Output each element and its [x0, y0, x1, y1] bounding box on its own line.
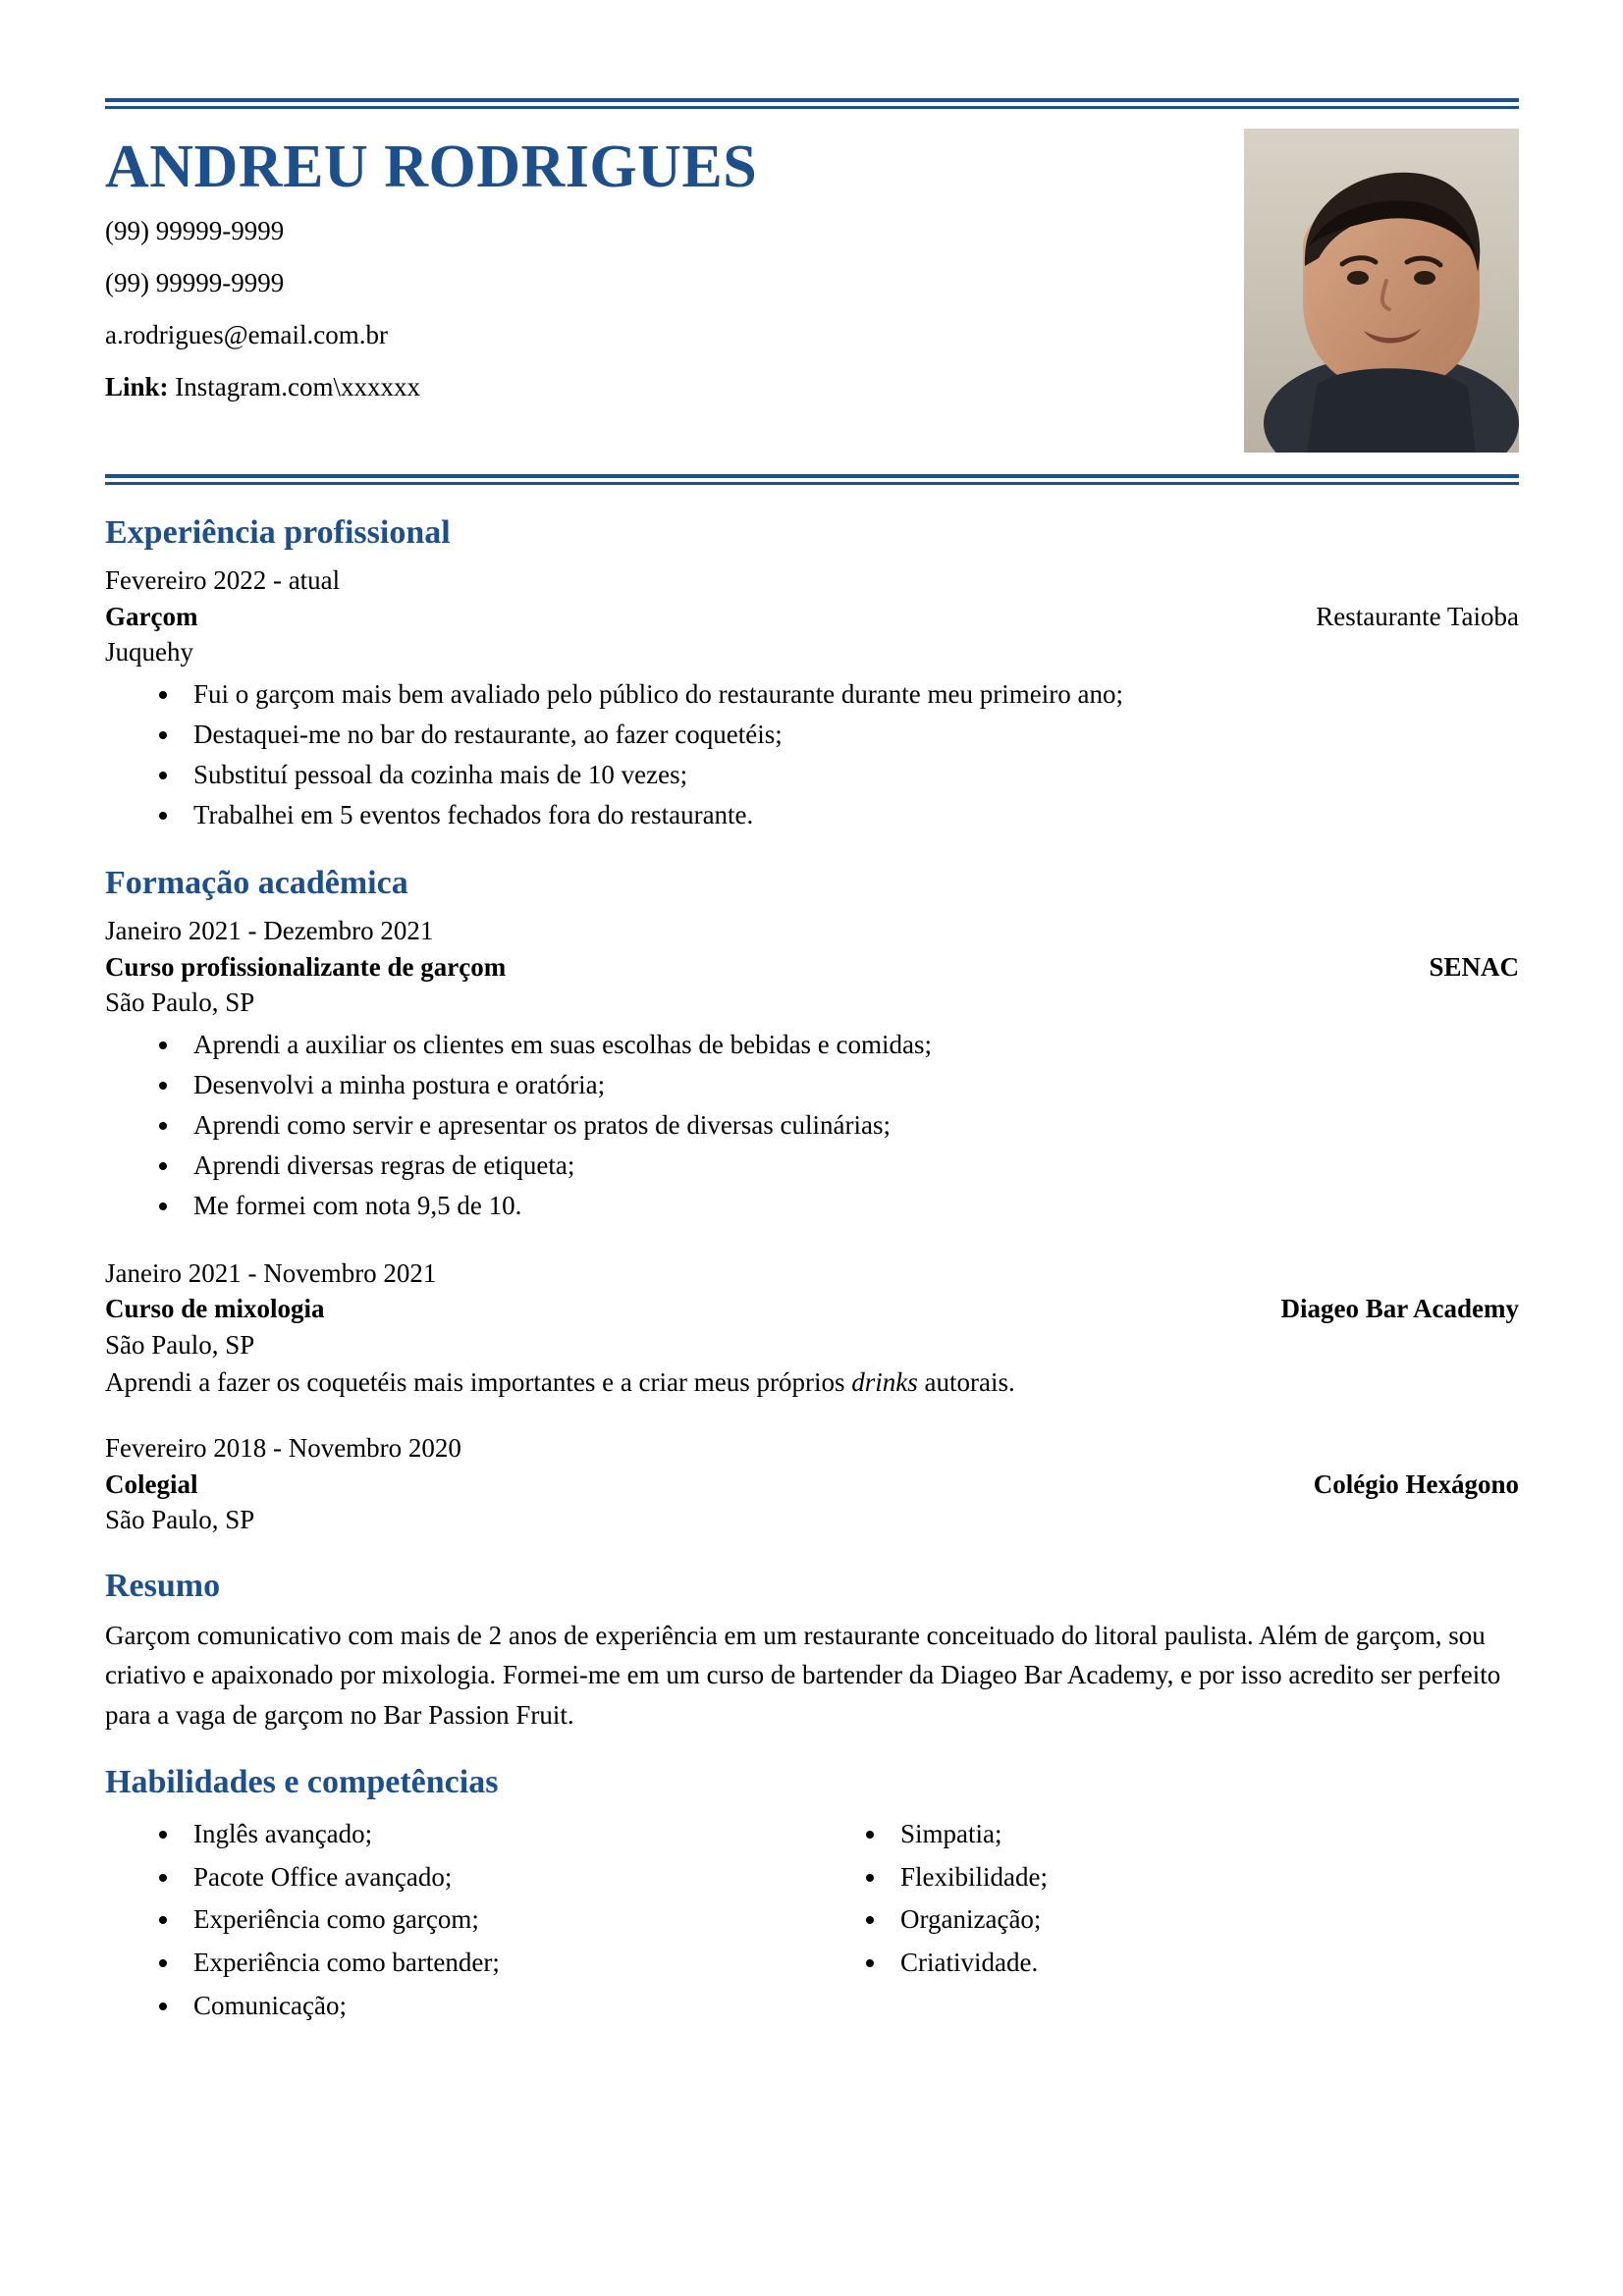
section-title-summary: Resumo: [105, 1567, 221, 1604]
profile-photo: [1244, 129, 1519, 453]
skills-column-right: [812, 1813, 1519, 2028]
divider-thin-line: [105, 482, 1519, 485]
list-item: • Flexibilidade;: [889, 1856, 1519, 1899]
profile-link: [105, 371, 1220, 401]
entry-date: Janeiro 2021 - Dezembro 2021: [105, 916, 434, 946]
list-item: • Criatividade.: [889, 1942, 1519, 1985]
list-item: • Desenvolvi a minha postura e oratória;: [182, 1065, 1519, 1105]
email-address: a.rodrigues@email.com.br: [105, 319, 389, 349]
entry-description-pre: Aprendi a fazer os coquetéis mais importantes e a criar meus próprios: [105, 1367, 852, 1397]
entry-location: São Paulo, SP: [105, 1329, 255, 1360]
skills-list-right: [812, 1813, 1519, 1985]
list-item: • Pacote Office avançado;: [182, 1856, 812, 1899]
entry-header-row: [105, 599, 1519, 634]
entry-description-emphasis: drinks: [851, 1367, 918, 1397]
entry-organization: Colégio Hexágono: [1313, 1468, 1519, 1499]
list-item: • Comunicação;: [182, 1985, 812, 2028]
education-entry: [105, 913, 1519, 1225]
list-item: • Simpatia;: [889, 1813, 1519, 1856]
entry-description-post: autorais.: [917, 1367, 1015, 1397]
list-item: • Trabalhei em 5 eventos fechados fora do restaurante.: [182, 795, 1519, 835]
skills-columns: [105, 1813, 1519, 2028]
entry-role: Garçom: [105, 601, 198, 631]
entry-date: Fevereiro 2022 - atual: [105, 565, 341, 596]
entry-location: São Paulo, SP: [105, 1505, 255, 1535]
header-top-divider: [105, 98, 1519, 109]
entry-role: Colegial: [105, 1468, 198, 1499]
entry-date: Janeiro 2021 - Novembro 2021: [105, 1257, 437, 1288]
entry-bullet-list: [105, 674, 1519, 835]
profile-photo-illustration: [1244, 129, 1519, 453]
entry-location: Juquehy: [105, 637, 193, 667]
list-item: • Experiência como bartender;: [182, 1942, 812, 1985]
list-item: • Aprendi como servir e apresentar os pratos de diversas culinárias;: [182, 1105, 1519, 1146]
skills-column-left: [105, 1813, 812, 2028]
education-entry: [105, 1255, 1519, 1402]
entry-spacer: [105, 1230, 1519, 1255]
section-title-education: Formação acadêmica: [105, 864, 408, 901]
list-item: • Aprendi diversas regras de etiqueta;: [182, 1146, 1519, 1186]
list-item: • Fui o garçom mais bem avaliado pelo público do restaurante durante meu primeiro ano;: [182, 674, 1519, 715]
education-entry: [105, 1430, 1519, 1537]
entry-role: Curso profissionalizante de garçom: [105, 951, 507, 982]
list-item: • Me formei com nota 9,5 de 10.: [182, 1186, 1519, 1226]
entry-header-row: [105, 949, 1519, 985]
header-details: [105, 129, 1244, 400]
section-title-experience: Experiência profissional: [105, 514, 451, 551]
divider-thin-line: [105, 106, 1519, 109]
entry-organization: SENAC: [1429, 951, 1519, 982]
entry-spacer: [105, 1405, 1519, 1430]
entry-header-row: [105, 1467, 1519, 1502]
phone-primary: (99) 99999-9999: [105, 215, 285, 245]
list-item: • Aprendi a auxiliar os clientes em suas escolhas de bebidas e comidas;: [182, 1025, 1519, 1065]
entry-organization: Diageo Bar Academy: [1280, 1294, 1519, 1324]
experience-entry: [105, 562, 1519, 834]
profile-link-label: Link:: [105, 371, 169, 401]
entry-bullet-list: [105, 1025, 1519, 1226]
entry-header-row: [105, 1291, 1519, 1326]
phone-secondary: (99) 99999-9999: [105, 267, 285, 297]
list-item: • Inglês avançado;: [182, 1813, 812, 1856]
section-title-skills: Habilidades e competências: [105, 1764, 499, 1801]
entry-location: São Paulo, SP: [105, 988, 255, 1018]
summary-paragraph: Garçom comunicativo com mais de 2 anos de experiência em um restaurante conceituado do litoral paulista. Além de garçom, sou criativo e apaixonado por mixologia. Formei-me em um curso de bartender da Diageo Bar Academy, e por isso acredito ser perfeito para a vaga de garçom no Bar Passion Fruit.: [105, 1620, 1501, 1730]
list-item: • Substituí pessoal da cozinha mais de 10 vezes;: [182, 755, 1519, 795]
entry-description: [105, 1364, 1519, 1401]
candidate-name: ANDREU RODRIGUES: [105, 133, 758, 200]
list-item: • Experiência como garçom;: [182, 1898, 812, 1942]
list-item: • Destaquei-me no bar do restaurante, ao fazer coquetéis;: [182, 715, 1519, 755]
skills-list-left: [105, 1813, 812, 2028]
entry-date: Fevereiro 2018 - Novembro 2020: [105, 1433, 461, 1464]
list-item: • Organização;: [889, 1898, 1519, 1942]
resume-content: [105, 0, 1519, 2028]
entry-role: Curso de mixologia: [105, 1294, 325, 1324]
header-bottom-divider: [105, 474, 1519, 485]
header: [105, 129, 1519, 453]
entry-organization: Restaurante Taioba: [1316, 601, 1519, 631]
profile-link-value: Instagram.com\xxxxxx: [175, 371, 420, 401]
